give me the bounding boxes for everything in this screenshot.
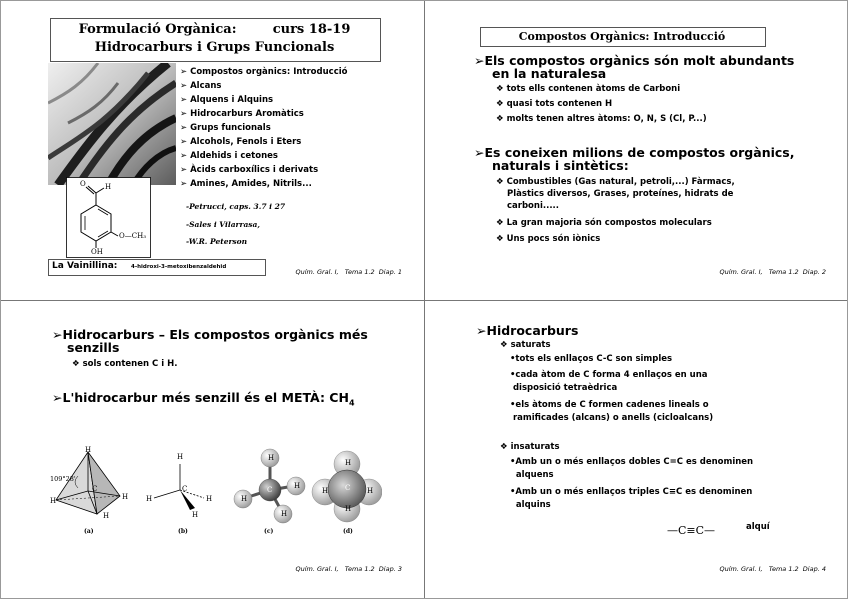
arrow-icon: ➢ <box>180 81 191 91</box>
footer-slide-3: Quím. Gral. I, Tema 1.2 Diap. 3 <box>295 565 402 573</box>
sub-item: ❖ sols contenen C i H. <box>72 359 178 369</box>
slide-4 <box>424 300 848 599</box>
bullet-1-line-2: senzills <box>67 340 120 355</box>
footer-slide-4: Quím. Gral. I, Tema 1.2 Diap. 4 <box>719 565 826 573</box>
bullet-1-line-1: Els compostos orgànics són molt abundants <box>484 53 795 68</box>
diamond-bullet-icon: ❖ <box>496 177 507 187</box>
topic-label: Compostos orgànics: Introducció <box>190 67 348 77</box>
arrow-icon: ➢ <box>180 109 191 119</box>
footer-slide-1: Quím. Gral. I, Tema 1.2 Diap. 1 <box>295 268 402 276</box>
arrow-icon: ➢ <box>180 151 191 161</box>
diamond-bullet-icon: ❖ <box>496 234 507 244</box>
caption-c: (c) <box>264 528 274 535</box>
triple-bond-formula: —C≡C— <box>667 524 716 537</box>
topic-item <box>180 109 347 123</box>
topics-list <box>180 67 347 193</box>
horizontal-divider <box>0 300 848 301</box>
diamond-bullet-icon: ❖ <box>496 84 507 94</box>
atom-h: H <box>192 511 199 519</box>
arrow-icon: ➢ <box>474 145 485 160</box>
atom-h: H <box>268 454 275 462</box>
slide-1 <box>0 0 424 300</box>
bullet-2-line-2: naturals i sintètics: <box>492 158 629 173</box>
caption-b: (b) <box>178 528 188 535</box>
struct-oh: OH <box>91 248 103 256</box>
insaturats-label: ❖ insaturats <box>500 442 560 452</box>
atom-h: H <box>177 453 184 461</box>
topic-label: Alcans <box>190 81 222 91</box>
sub-2-item-2: ❖ La gran majoria són compostos moleculars <box>496 218 712 228</box>
arrow-icon: ➢ <box>180 137 191 147</box>
sub-2-item-1-line-2: Plàstics diversos, Grases, proteínes, hidrats de <box>507 189 734 199</box>
arrow-icon: ➢ <box>476 323 487 338</box>
topic-label: Aldehids i cetones <box>190 151 278 161</box>
sub-2-item-3: ❖ Uns pocs són iònics <box>496 234 601 244</box>
struct-h: H <box>105 183 112 191</box>
topic-item <box>180 179 347 193</box>
atom-c: C <box>92 485 98 493</box>
atom-h: H <box>241 495 248 503</box>
atom-h: H <box>345 459 352 467</box>
ref-3: -W.R. Peterson <box>186 237 248 246</box>
insaturats-line: •Amb un o més enllaços dobles C=C es denominen <box>510 457 754 467</box>
topic-label: Hidrocarburs Aromàtics <box>190 109 304 119</box>
arrow-icon: ➢ <box>180 179 191 189</box>
vanilla-name: La Vainillina: <box>52 261 118 271</box>
topic-item <box>180 81 347 95</box>
saturats-line: •cada àtom de C forma 4 enllaços en una <box>510 369 708 380</box>
saturats-list <box>510 354 713 427</box>
sub-2-item-1-line-1: Combustibles (Gas natural, petroli,...) Fàrmacs, <box>506 177 735 187</box>
diamond-bullet-icon: ❖ <box>500 442 511 452</box>
diamond-bullet-icon: ❖ <box>72 359 83 369</box>
topic-item <box>180 165 347 179</box>
topic-label: Amines, Amides, Nitrils... <box>190 179 312 189</box>
saturats-line: •els àtoms de C formen cadenes lineals o <box>510 399 709 410</box>
atom-c: C <box>267 486 273 494</box>
vanilla-formula: 4-hidroxi-3-metoxibenzaldehid <box>131 264 227 270</box>
topic-item <box>180 137 347 151</box>
caption-d: (d) <box>343 528 353 535</box>
title-line-2: Hidrocarburs i Grups Funcionals <box>94 40 335 55</box>
atom-h: H <box>146 495 153 503</box>
topic-item <box>180 123 347 137</box>
subscript-4: 4 <box>348 398 355 408</box>
atom-h: H <box>85 446 92 454</box>
arrow-icon: ➢ <box>474 53 485 68</box>
title-line-1: Formulació Orgànica: curs 18-19 <box>78 22 351 37</box>
atom-h: H <box>281 510 288 518</box>
atom-h: H <box>50 497 57 505</box>
footer-slide-2: Quím. Gral. I, Tema 1.2 Diap. 2 <box>719 268 826 276</box>
topic-label: Alquens i Alquins <box>190 95 274 105</box>
alqui-label: alquí <box>746 522 770 532</box>
struct-och3: O—CH₃ <box>119 232 147 240</box>
sub-item <box>496 99 707 114</box>
saturats-label: ❖ saturats <box>500 340 551 350</box>
insaturats-line: •Amb un o més enllaços triples C≡C es denominen <box>510 487 753 497</box>
insaturats-line: alquins <box>510 500 551 510</box>
atom-h: H <box>206 495 213 503</box>
bullet-1-line-2: en la naturalesa <box>492 66 607 81</box>
topic-label: Àcids carboxílics i derivats <box>190 165 319 175</box>
insaturats-list <box>510 457 753 513</box>
topic-label: Grups funcionals <box>190 123 271 133</box>
atom-h: H <box>322 487 329 495</box>
topic-item <box>180 151 347 165</box>
sub-item <box>496 114 707 129</box>
diamond-bullet-icon: ❖ <box>496 114 507 124</box>
diamond-bullet-icon: ❖ <box>500 340 511 350</box>
ref-1: -Petrucci, caps. 3.7 i 27 <box>186 202 286 211</box>
saturats-line: •tots els enllaços C-C son simples <box>510 354 673 364</box>
arrow-icon: ➢ <box>180 67 191 77</box>
topic-item <box>180 67 347 81</box>
sub-2-item-1-line-3: carboni..... <box>507 201 560 211</box>
vanilla-pods-image <box>48 63 176 185</box>
atom-h: H <box>345 505 352 513</box>
arrow-icon: ➢ <box>52 327 63 342</box>
topic-item <box>180 95 347 109</box>
arrow-icon: ➢ <box>180 165 191 175</box>
atom-h: H <box>103 512 110 520</box>
sub-list-1 <box>496 84 707 129</box>
sub-item-label: molts tenen altres àtoms: O, N, S (Cl, P...) <box>506 114 707 124</box>
atom-c: C <box>182 485 188 493</box>
caption-a: (a) <box>84 528 94 535</box>
bullet-1-line-1: Hidrocarburs – Els compostos orgànics més <box>62 327 368 342</box>
arrow-icon: ➢ <box>180 95 191 105</box>
sub-item-label: quasi tots contenen H <box>506 99 613 109</box>
insaturats-line: alquens <box>510 470 554 480</box>
bullet-2: ➢L'hidrocarbur més senzill és el METÀ: $CH_4$ <box>52 390 355 408</box>
saturats-line: ramificades (alcans) o anells (cicloalcans) <box>510 413 714 423</box>
atom-h: H <box>294 482 301 490</box>
struct-o: O <box>80 180 86 188</box>
diamond-bullet-icon: ❖ <box>496 99 507 109</box>
heading: ➢Hidrocarburs <box>476 323 579 338</box>
sub-item <box>496 84 707 99</box>
saturats-line: disposició tetraèdrica <box>510 383 618 393</box>
sub-2-item-1 <box>496 177 735 188</box>
atom-h: H <box>367 487 374 495</box>
diamond-bullet-icon: ❖ <box>496 218 507 228</box>
slide-2 <box>424 0 848 300</box>
atom-c: C <box>345 484 351 492</box>
sub-item-label: tots ells contenen àtoms de Carboni <box>506 84 681 94</box>
vanillin-structure <box>66 177 162 259</box>
bullet-2-line-1: Es coneixen milions de compostos orgànics, <box>484 145 795 160</box>
arrow-icon: ➢ <box>180 123 191 133</box>
topic-label: Alcohols, Fenols i Eters <box>190 137 302 147</box>
bond-angle: 109°28' <box>50 475 76 483</box>
atom-h: H <box>122 493 129 501</box>
ref-2: -Sales i Vilarrasa, <box>186 220 261 229</box>
arrow-icon: ➢ <box>52 390 63 405</box>
slide-3 <box>0 300 424 599</box>
slide-title: Compostos Orgànics: Introducció <box>518 30 726 43</box>
